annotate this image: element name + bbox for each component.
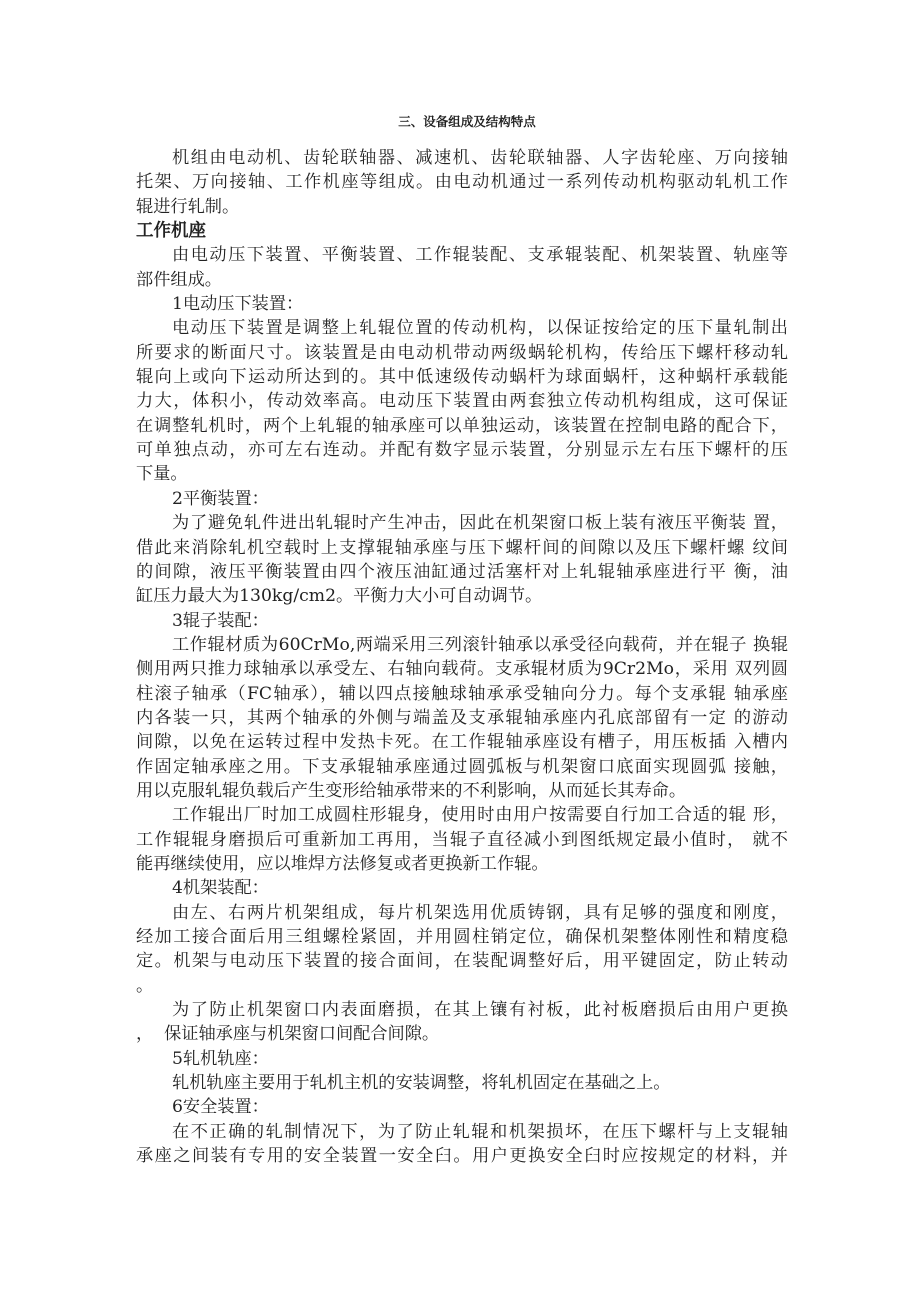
text-line: 承座之间装有专用的安全装置一安全臼。用户更换安全臼时应按规定的材料，并	[136, 1146, 788, 1167]
text-line: 6安全装置：	[172, 1097, 269, 1118]
text-line: 用以克服轧辊负载后产生变形给轴承带来的不利影响，从而延长其寿命。	[136, 780, 687, 801]
text-line: 辊进行轧制。	[136, 196, 240, 217]
text-line: 。	[136, 975, 154, 996]
text-line: 下量。	[136, 464, 188, 485]
text-line: 由左、右两片机架组成，每片机架选用优质铸钢，具有足够的强度和刚度，	[172, 902, 788, 923]
text-line: 缸压力最大为130kg/cm2。平衡力大小可自动调节。	[136, 586, 543, 607]
text-line: 托架、万向接轴、工作机座等组成。由电动机通过一系列传动机构驱动轧机工作	[136, 172, 788, 193]
text-line: 工作辊辊身磨损后可重新加工再用，当辊子直径减小到图纸规定最小值时， 就不	[136, 829, 788, 850]
text-line: 轧机轨座主要用于轧机主机的安装调整，将轧机固定在基础之上。	[172, 1073, 671, 1094]
text-line: 力大，体积小，传动效率高。电动压下装置由两套独立传动机构组成，这可保证	[136, 391, 788, 412]
section-title: 三、设备组成及结构特点	[398, 114, 536, 129]
text-line: 侧用两只推力球轴承以承受左、右轴向载荷。支承辊材质为9Cr2Mo，采用 双列圆	[136, 659, 788, 680]
text-line: 由电动压下装置、平衡装置、工作辊装配、支承辊装配、机架装置、轨座等	[172, 245, 788, 266]
text-line: 能再继续使用，应以堆焊方法修复或者更换新工作辊。	[136, 853, 549, 874]
text-line: 作固定轴承座之用。下支承辊轴承座通过圆弧板与机架窗口底面实现圆弧 接触，	[136, 756, 788, 777]
text-line: 借此来消除轧机空载时上支撑辊轴承座与压下螺杆间的间隙以及压下螺杆螺 纹间	[136, 537, 788, 558]
text-line: 1电动压下装置：	[172, 294, 304, 315]
text-line: 的间隙，液压平衡装置由四个液压油缸通过活塞杆对上轧辊轴承座进行平 衡，油	[136, 561, 788, 582]
text-line: 辊向上或向下运动所达到的。其中低速级传动蜗杆为球面蜗杆，这种蜗杆承载能	[136, 367, 788, 388]
text-line: 经加工接合面后用三组螺栓紧固，并用圆柱销定位，确保机架整体刚性和精度稳	[136, 927, 788, 947]
text-line: 在调整轧机时，两个上轧辊的轴承座可以单独运动，该装置在控制电路的配合下，	[136, 415, 788, 436]
document-page	[136, 110, 788, 1168]
text-line: 工作辊出厂时加工成圆柱形辊身，使用时由用户按需要自行加工合适的辊 形，	[172, 805, 788, 826]
text-line: 内各装一只，其两个轴承的外侧与端盖及支承辊轴承座内孔底部留有一定 的游动	[136, 707, 788, 728]
text-line: 柱滚子轴承（FC轴承），辅以四点接触球轴承承受轴向分力。每个支承辊 轴承座	[136, 683, 788, 704]
text-line: 可单独点动，亦可左右连动。并配有数字显示装置，分别显示左右压下螺杆的压	[136, 440, 788, 461]
text-line: 工作辊材质为60CrMo,两端采用三列滚针轴承以承受径向载荷，并在辊子 换辊	[172, 634, 788, 655]
subsection-heading: 工作机座	[136, 221, 206, 242]
text-line: 间隙，以免在运转过程中发热卡死。在工作辊轴承座设有槽子，用压板插 入槽内	[136, 732, 788, 753]
text-line: 5轧机轨座：	[172, 1048, 269, 1069]
text-line: ， 保证轴承座与机架窗口间配合间隙。	[136, 1024, 440, 1045]
text-line: 定。机架与电动压下装置的接合面间，在装配调整好后，用平键固定，防止转动	[136, 951, 788, 972]
text-line: 在不正确的轧制情况下，为了防止轧辊和机架损坏，在压下螺杆与上支辊轴	[172, 1121, 788, 1142]
text-line: 3辊子装配：	[172, 610, 269, 631]
text-line: 4机架装配：	[172, 878, 269, 899]
text-line: 2平衡装置：	[172, 488, 269, 509]
text-line: 部件组成。	[136, 269, 222, 290]
text-line: 为了防止机架窗口内表面磨损，在其上镶有衬板，此衬板磨损后由用户更换	[172, 1000, 788, 1021]
document-body	[136, 146, 788, 1168]
text-line: 所要求的断面尺寸。该装置是由电动机带动两级蜗轮机构，传给压下螺杆移动轧	[136, 342, 788, 363]
text-line: 电动压下装置是调整上轧辊位置的传动机构，以保证按给定的压下量轧制出	[172, 318, 788, 339]
text-line: 为了避免轧件进出轧辊时产生冲击，因此在机架窗口板上装有液压平衡装 置，	[172, 513, 788, 534]
text-line: 机组由电动机、齿轮联轴器、减速机、齿轮联轴器、人字齿轮座、万向接轴	[172, 148, 788, 168]
